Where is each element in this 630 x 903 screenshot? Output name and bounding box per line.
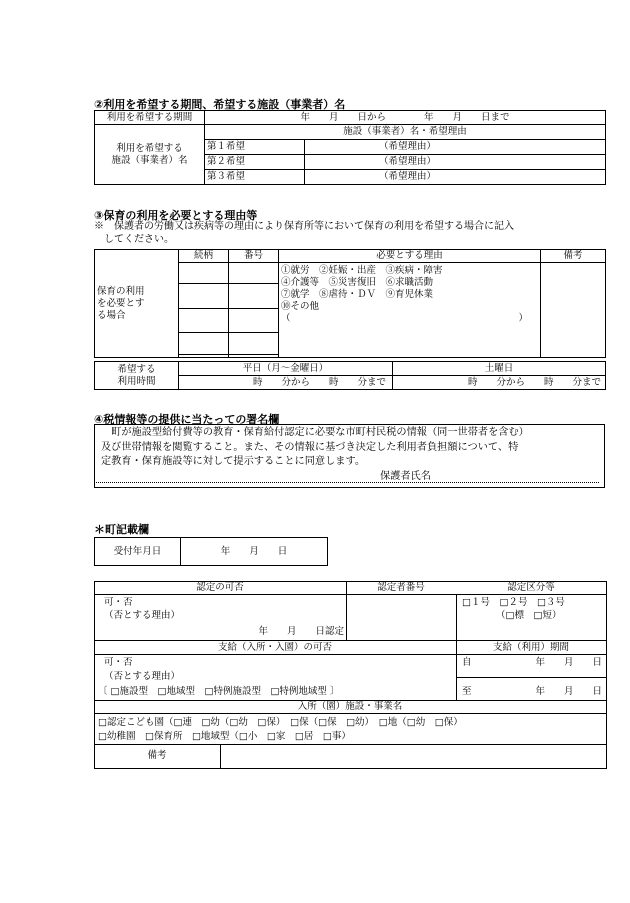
choice-3-reason: （希望理由） xyxy=(379,171,437,182)
grid-vline-remarks xyxy=(220,744,221,768)
number-field-4[interactable] xyxy=(229,333,279,355)
number-field-3[interactable] xyxy=(229,309,279,333)
grid-hline-1 xyxy=(94,594,606,595)
section3-heading: ③保育の利用を必要とする理由等 xyxy=(94,209,258,222)
grid-vline-class xyxy=(456,581,457,700)
office-heading: ＊町記載欄 xyxy=(94,523,149,536)
facility-options-line1[interactable]: □認定こども園（□連 □幼（□幼 □保） □保（□保 □幼） □地（□幼 □保） xyxy=(98,717,463,728)
relation-field-4[interactable] xyxy=(179,333,229,355)
certifier-header: 認定者番号 xyxy=(377,582,425,593)
relation-field-2[interactable] xyxy=(179,284,229,309)
cert-yes-no-option[interactable]: 可・否 xyxy=(104,597,133,608)
period-label: 利用を希望する期間 xyxy=(95,111,205,125)
saturday-time-field[interactable]: 時 分から 時 分まで xyxy=(393,376,606,390)
section2-table xyxy=(94,110,606,185)
reason-line-1: ①就労 ②妊娠・出産 ③疾病・障害 xyxy=(281,265,443,276)
class-options-line2[interactable]: （□標 □短） xyxy=(496,610,562,621)
pay-yes-no-option[interactable]: 可・否 xyxy=(104,657,133,668)
choice-3-field[interactable] xyxy=(305,170,606,185)
consent-line-1: 町が施設型給付費等の教育・保育給付認定に必要な市町村民税の情報（同一世帯者を含む） xyxy=(101,427,529,438)
weekday-header: 平日（月～金曜日） xyxy=(179,362,393,376)
choice-2-field[interactable] xyxy=(305,155,606,170)
saturday-header: 土曜日 xyxy=(393,362,606,376)
received-date-label: 受付年月日 xyxy=(95,538,181,566)
facility-header: 施設（事業者）名・希望理由 xyxy=(205,125,606,140)
period-to-label: 至 xyxy=(462,686,472,697)
facility-type-header: 入所（園）施設・事業名 xyxy=(297,701,403,712)
need-label-line1: 保育の利用 xyxy=(97,285,145,297)
section3-note-line2: してください。 xyxy=(94,234,174,245)
choice-3-label: 第３希望 xyxy=(205,170,305,185)
facility-label-line2: 施設（事業者）名 xyxy=(111,154,188,166)
remarks-field[interactable] xyxy=(541,263,606,358)
grid-hline-period xyxy=(456,677,606,678)
class-header-text-2: 認定区分等 xyxy=(456,582,606,594)
pay-period-header: 支給（利用）期間 xyxy=(492,642,569,653)
period-value-field[interactable]: 年 月 日から 年 月 日まで xyxy=(205,111,606,125)
cert-date-field[interactable]: 年 月 日認定 xyxy=(258,626,344,637)
class-options-line1[interactable]: □１号 □２号 □３号 xyxy=(462,597,565,608)
need-label-line2: を必要とす xyxy=(97,297,145,309)
certifier-number-field[interactable] xyxy=(348,596,454,638)
relation-header: 続柄 xyxy=(179,250,229,263)
time-label-line2: 利用時間 xyxy=(117,375,156,387)
time-label-line1: 希望する xyxy=(117,363,156,375)
choice-2-label: 第２希望 xyxy=(205,155,305,170)
grid-hline-5 xyxy=(94,713,606,714)
consent-box xyxy=(94,424,605,488)
cert-reason-label: （否とする理由） xyxy=(104,610,181,621)
office-remarks-label: 備考 xyxy=(147,750,167,761)
received-date-field[interactable]: 年 月 日 xyxy=(181,538,328,566)
cert-header-text: 認定の可否 xyxy=(196,582,244,593)
reason-other-field[interactable]: （ ） xyxy=(281,313,529,324)
office-remarks-field[interactable] xyxy=(222,746,604,766)
remarks-header: 備考 xyxy=(541,250,606,263)
choice-1-label: 第１希望 xyxy=(205,140,305,155)
section3-table xyxy=(94,249,606,358)
pay-header: 支給（入所・入園）の可否 xyxy=(217,642,332,653)
cut-line-divider xyxy=(94,482,599,483)
weekday-time-field[interactable]: 時 分から 時 分まで xyxy=(179,376,393,390)
grid-hline-2 xyxy=(94,640,606,641)
relation-field-3[interactable] xyxy=(179,309,229,333)
reason-line-4: ⑩その他 xyxy=(281,301,320,312)
need-row-label xyxy=(95,250,179,358)
time-label xyxy=(95,362,179,390)
reason-options xyxy=(279,263,541,358)
facility-label xyxy=(95,125,205,185)
section2-heading: ②利用を希望する期間、希望する施設（事業者）名 xyxy=(94,98,346,111)
period-from-label: 自 xyxy=(462,657,472,668)
reason-line-3: ⑦就学 ⑧虐待・ＤＶ ⑨育児休業 xyxy=(281,289,434,300)
received-date-table xyxy=(94,537,328,566)
pay-type-options[interactable]: 〔 □施設型 □地域型 □特例施設型 □特例地域型 〕 xyxy=(98,686,340,697)
need-label-line3: る場合 xyxy=(97,309,126,321)
consent-line-2: 及び世帯情報を閲覧すること。また、その情報に基づき決定した利用者負担額について、特 xyxy=(101,441,519,453)
consent-line-3: 定教育・保育施設等に対して提示することに同意します。 xyxy=(101,456,366,467)
choice-1-field[interactable] xyxy=(305,140,606,155)
number-field-2[interactable] xyxy=(229,284,279,309)
choice-1-reason: （希望理由） xyxy=(379,141,437,152)
choice-2-reason: （希望理由） xyxy=(379,156,437,167)
relation-field-1[interactable] xyxy=(179,263,229,284)
number-field-1[interactable] xyxy=(229,263,279,284)
facility-options-line2[interactable]: □幼稚園 □保育所 □地域型（□小 □家 □居 □事） xyxy=(98,731,351,742)
reason-line-2: ④介護等 ⑤災害復旧 ⑥求職活動 xyxy=(281,277,434,288)
grid-hline-3 xyxy=(94,654,606,655)
reason-header: 必要とする理由 xyxy=(279,250,541,263)
pay-reason-label: （否とする理由） xyxy=(104,671,181,682)
grid-hline-6 xyxy=(94,744,606,745)
facility-label-line1: 利用を希望する xyxy=(116,142,183,154)
time-table xyxy=(94,361,606,390)
guardian-name-label: 保護者氏名 xyxy=(380,470,431,482)
section4-heading: ④税情報等の提供に当たっての署名欄 xyxy=(94,413,280,426)
number-field-5[interactable] xyxy=(229,355,279,358)
period-from-field[interactable]: 年 月 日 xyxy=(535,657,602,668)
relation-field-5[interactable] xyxy=(179,355,229,358)
period-to-field[interactable]: 年 月 日 xyxy=(535,686,602,697)
number-header: 番号 xyxy=(229,250,279,263)
section3-note-line1: ※ 保護者の労働又は疾病等の理由により保育所等において保育の利用を希望する場合に記入 xyxy=(94,221,514,232)
